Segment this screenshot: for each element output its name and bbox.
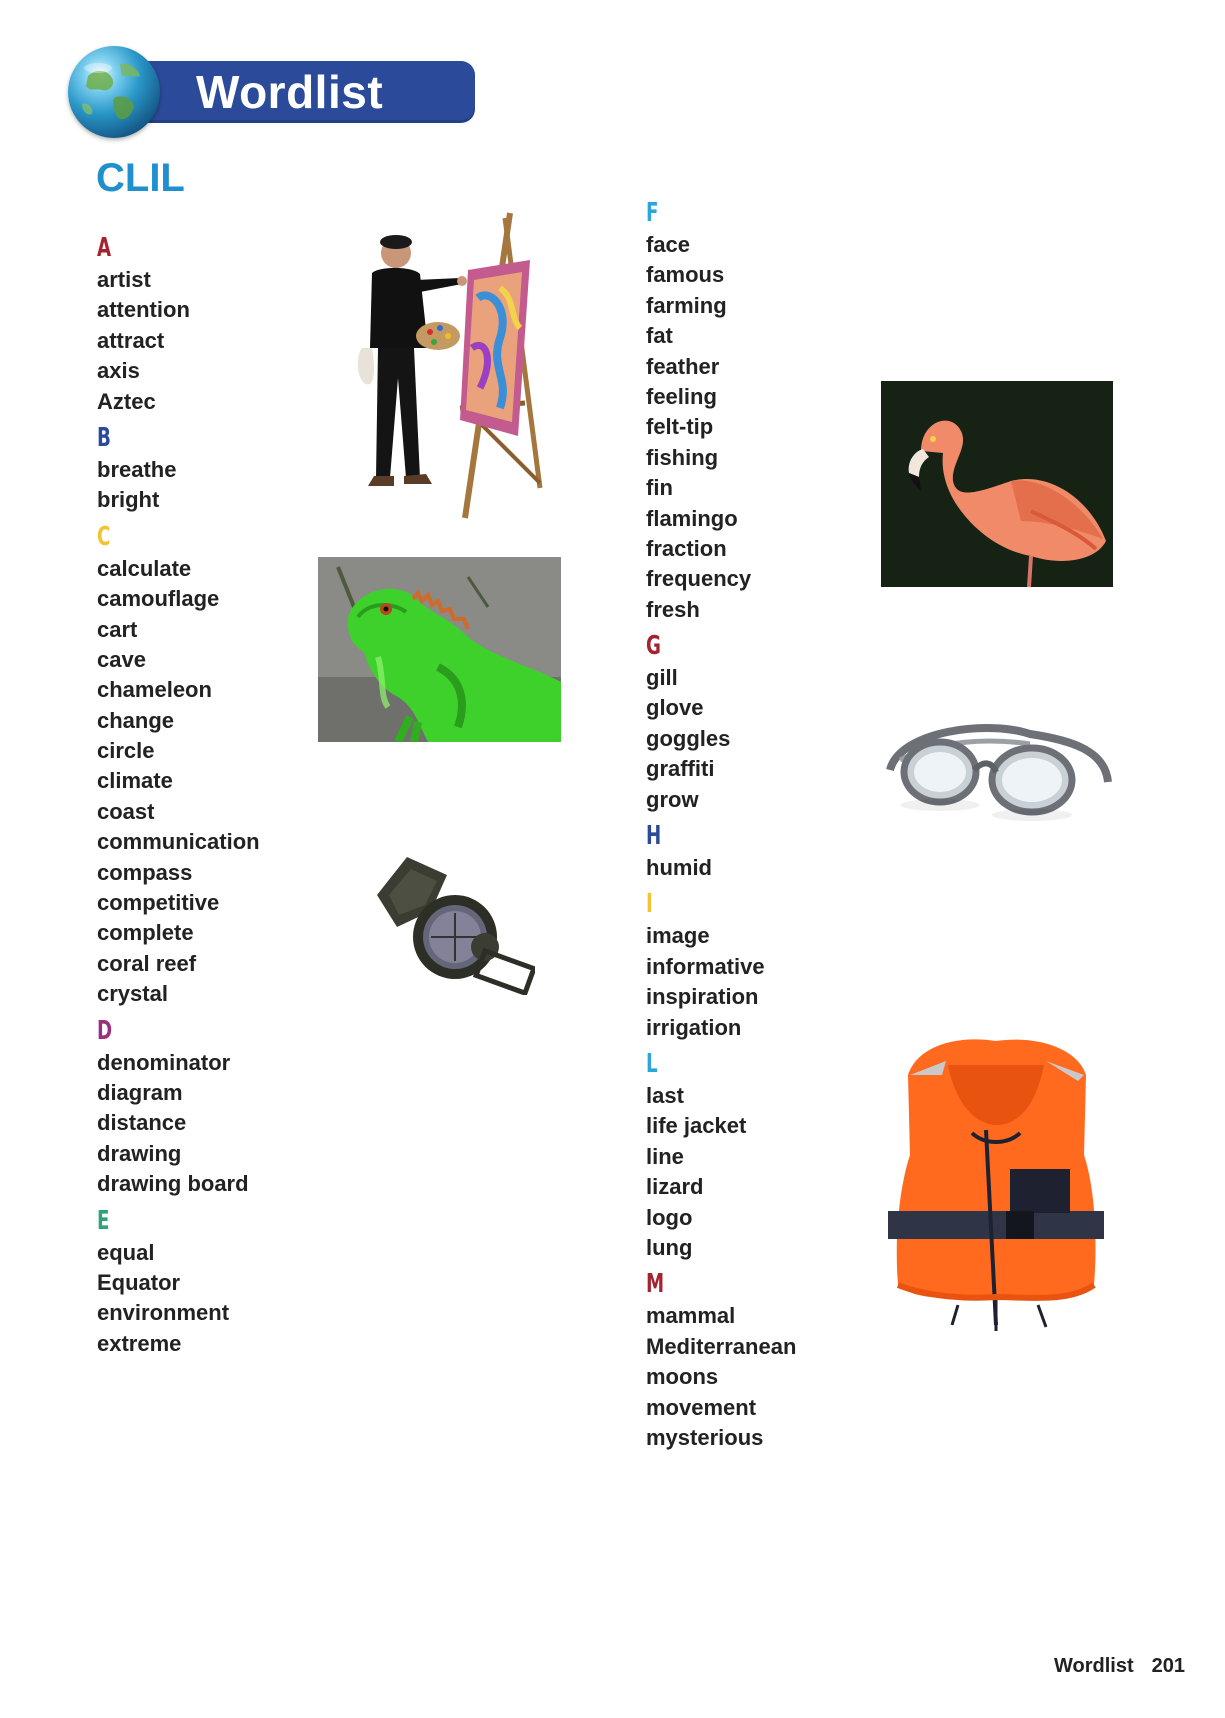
word-item: felt-tip [646, 414, 714, 440]
word-item: Equator [97, 1269, 181, 1295]
word-item: camouflage [97, 586, 220, 612]
word-item: mammal [646, 1303, 736, 1329]
letter-heading: I [646, 889, 653, 920]
word-item: fresh [646, 596, 700, 622]
word-item: gill [646, 665, 678, 691]
word-item: glove [646, 695, 704, 721]
letter-group-b [97, 421, 260, 516]
letter-heading: M [646, 1269, 665, 1300]
word-item: extreme [97, 1330, 182, 1356]
letter-heading: F [646, 198, 659, 228]
letter-group-m [646, 1267, 796, 1453]
word-item: irrigation [646, 1014, 742, 1040]
page-number: 201 [1151, 1655, 1185, 1677]
word-item: communication [97, 829, 260, 855]
letter-group-e [97, 1204, 260, 1360]
letter-group-g [646, 629, 796, 815]
word-item: face [646, 232, 691, 257]
word-item: last [646, 1082, 684, 1108]
left-word-column [97, 231, 260, 1363]
letter-group-d [97, 1014, 260, 1200]
word-item: attention [97, 297, 190, 323]
letter-group-i [646, 887, 796, 1043]
letter-heading: L [646, 1048, 658, 1079]
letter-heading: D [97, 1015, 113, 1046]
word-item: cave [97, 646, 146, 672]
letter-heading: G [646, 631, 661, 662]
letter-group-l [646, 1047, 796, 1263]
letter-group-h [646, 819, 796, 883]
word-item: fraction [646, 535, 727, 561]
word-item: breathe [97, 456, 177, 482]
word-item: chameleon [97, 677, 212, 703]
word-item: environment [97, 1300, 230, 1326]
word-item: fishing [646, 444, 719, 470]
green-iguana-image [318, 557, 561, 742]
section-title: CLIL [96, 156, 185, 200]
word-item: inspiration [646, 984, 759, 1010]
word-item: feather [646, 353, 720, 379]
page-title: Wordlist [196, 66, 384, 118]
word-item: circle [97, 738, 155, 764]
word-item: axis [97, 358, 140, 384]
word-item: logo [646, 1204, 693, 1230]
letter-group-a [97, 231, 260, 417]
letter-heading: B [97, 422, 111, 453]
flamingo-image [881, 381, 1113, 587]
word-item: lung [646, 1234, 693, 1260]
word-item: movement [646, 1394, 757, 1420]
word-item: distance [97, 1110, 187, 1136]
word-item: change [97, 707, 175, 733]
word-item: image [646, 923, 710, 949]
word-item: Mediterranean [646, 1333, 797, 1359]
word-item: complete [97, 920, 194, 946]
word-item: informative [646, 953, 765, 979]
word-item: compass [97, 859, 193, 885]
swimming-goggles-image [880, 710, 1112, 840]
right-word-column [646, 196, 796, 1457]
word-item: competitive [97, 890, 220, 916]
compass-image [367, 855, 535, 995]
word-item: moons [646, 1364, 719, 1390]
word-item: equal [97, 1239, 155, 1265]
word-item: diagram [97, 1079, 183, 1105]
globe-icon [68, 46, 160, 138]
letter-heading: C [97, 521, 111, 552]
word-item: humid [646, 855, 712, 881]
word-item: drawing [97, 1140, 182, 1166]
word-item: frequency [646, 566, 752, 592]
word-item: attract [97, 327, 165, 353]
word-item: feeling [646, 383, 717, 409]
word-item: calculate [97, 555, 192, 581]
word-item: Aztec [97, 388, 156, 414]
footer-label: Wordlist [1053, 1655, 1134, 1677]
word-item: farming [646, 292, 727, 318]
word-item: coast [97, 798, 155, 824]
word-item: cart [97, 616, 138, 642]
word-item: artist [97, 267, 151, 292]
word-item: drawing board [97, 1171, 249, 1197]
page-footer [1054, 1655, 1185, 1678]
letter-heading: H [646, 821, 662, 852]
word-item: climate [97, 768, 173, 794]
word-item: life jacket [646, 1113, 747, 1139]
word-item: goggles [646, 725, 731, 751]
word-item: coral reef [97, 950, 197, 976]
word-item: line [646, 1143, 684, 1169]
letter-group-c [97, 520, 260, 1010]
word-item: crystal [97, 981, 168, 1007]
word-item: flamingo [646, 505, 738, 531]
artist-painting-image [350, 208, 550, 523]
letter-heading: E [97, 1205, 110, 1236]
word-item: mysterious [646, 1424, 764, 1450]
letter-heading: A [97, 233, 112, 263]
word-item: denominator [97, 1049, 231, 1075]
word-item: bright [97, 487, 160, 513]
word-item: fat [646, 323, 673, 349]
word-item: grow [646, 786, 699, 812]
word-item: fin [646, 475, 673, 501]
letter-group-f [646, 196, 796, 625]
word-item: graffiti [646, 756, 715, 782]
life-jacket-image [888, 1035, 1104, 1331]
word-item: famous [646, 262, 725, 288]
word-item: lizard [646, 1174, 704, 1200]
